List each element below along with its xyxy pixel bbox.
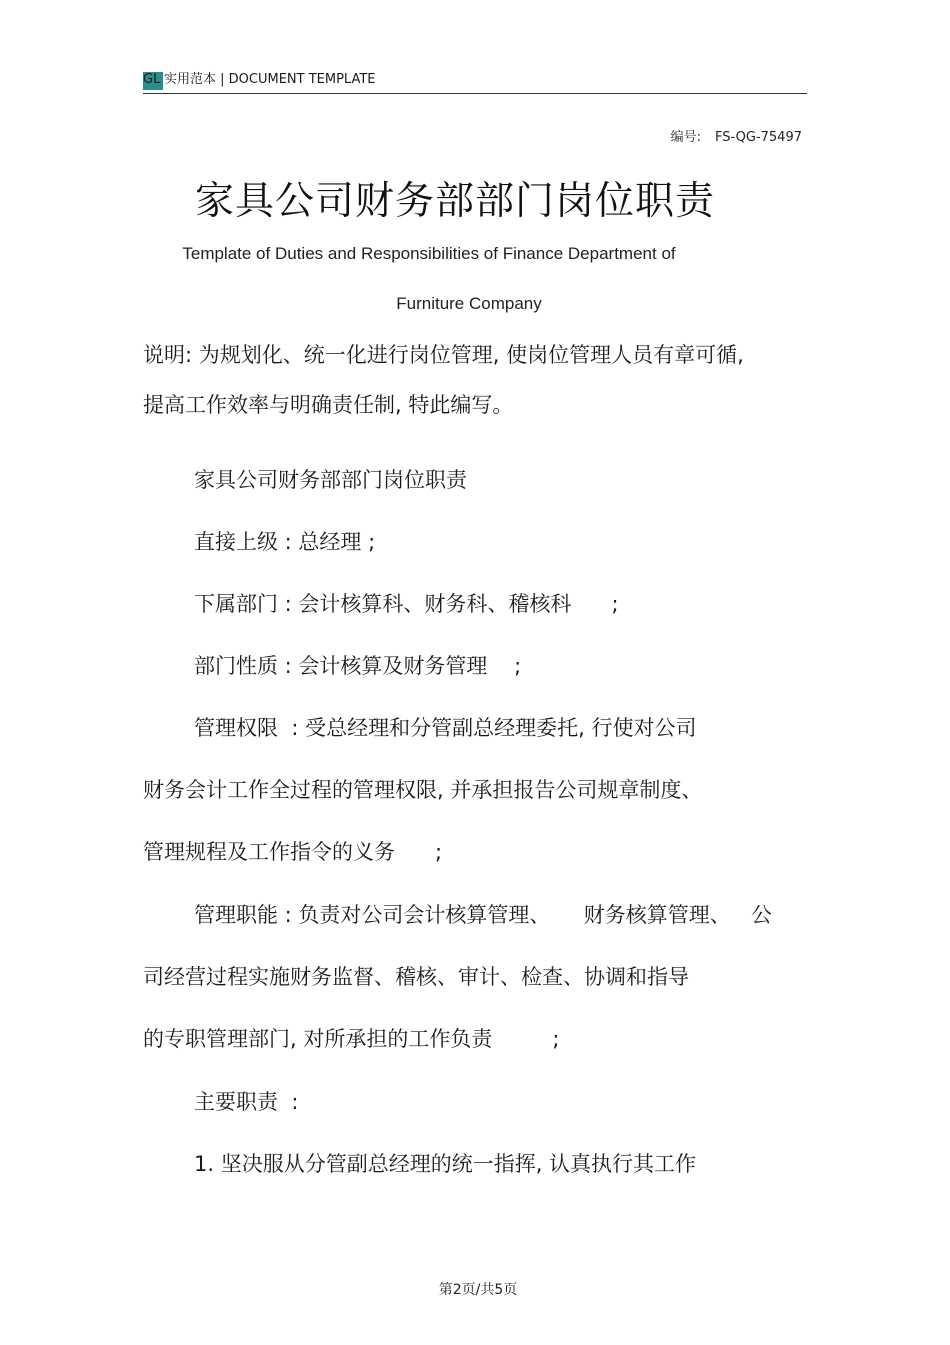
superior-line: 直接上级 : 总经理 ; [194,530,376,554]
body-heading: 家具公司财务部部门岗位职责 [194,468,467,492]
duty-item-1: 1. 坚决服从分管副总经理的统一指挥, 认真执行其工作 [194,1152,697,1176]
function-line-1: 管理职能 : 负责对公司会计核算管理、 财务核算管理、 公 [194,903,772,927]
subtitle-line-2: Furniture Company [396,294,542,313]
document-number-label: 编号: [670,130,701,145]
description-line-2: 提高工作效率与明确责任制, 特此编写。 [143,393,514,417]
subtitle-line-1: Template of Duties and Responsibilities of Finance Department of [182,244,676,263]
logo-text: GL [143,72,161,87]
nature-line: 部门性质 : 会计核算及财务管理 ; [194,654,522,678]
page-title: 家具公司财务部部门岗位职责 [194,179,715,224]
authority-line-1: 管理权限 : 受总经理和分管副总经理委托, 行使对公司 [194,716,697,740]
page-header [143,68,807,94]
authority-line-2: 财务会计工作全过程的管理权限, 并承担报告公司规章制度、 [143,778,703,802]
function-line-3: 的专职管理部门, 对所承担的工作负责 ; [143,1027,560,1051]
page-number: 第2页/共5页 [438,1282,518,1298]
main-duties-heading: 主要职责 : [194,1090,299,1114]
document-number [671,126,802,145]
document-number-value: FS-QG-75497 [714,130,802,145]
function-line-2: 司经营过程实施财务监督、稽核、审计、检查、协调和指导 [143,965,689,989]
authority-line-3: 管理规程及工作指令的义务 ; [143,840,443,864]
description-line-1: 说明: 为规划化、统一化进行岗位管理, 使岗位管理人员有章可循, [143,343,744,367]
subordinate-line: 下属部门 : 会计核算科、财务科、稽核科 ; [194,592,619,616]
header-text: 实用范本 | DOCUMENT TEMPLATE [164,72,376,87]
